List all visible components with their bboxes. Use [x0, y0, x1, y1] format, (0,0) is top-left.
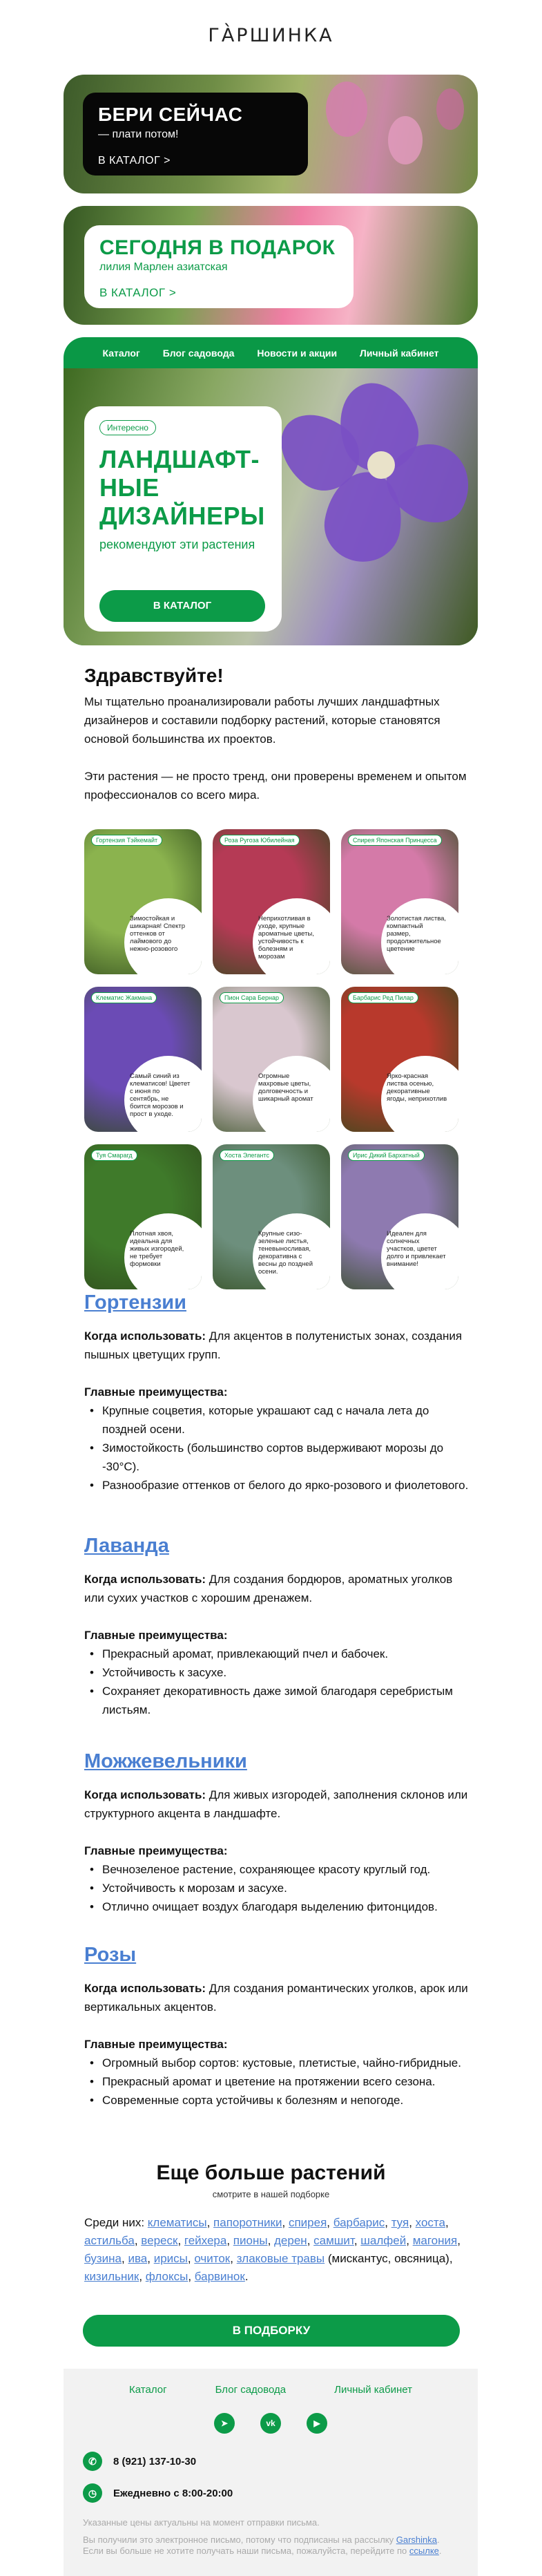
plant-tile-tag: Барбарис Ред Пилар [348, 992, 418, 1003]
plant-link[interactable]: клематисы [147, 2216, 207, 2229]
when-text: Для создания бордюров, ароматных уголков или сухих участков с хорошим дренажем. [84, 1573, 453, 1604]
plant-section [84, 1291, 471, 1495]
phone-icon: ✆ [83, 2452, 102, 2471]
footer-nav-catalog[interactable]: Каталог [129, 2384, 167, 2396]
plant-link[interactable]: хоста [415, 2216, 445, 2229]
plant-tile-tag: Пион Сара Бернар [220, 992, 284, 1003]
catalog-link[interactable]: В КАТАЛОГ > [98, 155, 171, 167]
separator: , [188, 2270, 195, 2283]
unsubscribe-note [83, 2535, 463, 2557]
telegram-icon[interactable]: ➤ [214, 2413, 235, 2434]
separator: , [226, 2234, 233, 2247]
separator: , [206, 2216, 214, 2229]
note-text: . [438, 2546, 442, 2556]
vk-icon[interactable]: vk [260, 2413, 281, 2434]
advantage-item: • Зимостойкость (большинство сортов выдерживают морозы до -30°C). [84, 1439, 471, 1476]
hero-block [64, 337, 478, 645]
plant-link[interactable]: барбарис [333, 2216, 385, 2229]
separator: , [122, 2252, 128, 2265]
separator: , [307, 2234, 314, 2247]
note-text: . Если вы больше не хотите получать наши письма, пожалуйста, перейдите по [83, 2535, 440, 2556]
separator: , [457, 2234, 461, 2247]
advantage-item: • Современные сорта устойчивы к болезням и непогоде. [84, 2091, 471, 2110]
when-to-use [84, 1327, 471, 1364]
plant-tile[interactable] [213, 987, 330, 1132]
advantages-label [84, 1841, 471, 1860]
brand-logo[interactable]: ГА̀РШИНКА [208, 25, 334, 46]
separator: , [406, 2234, 413, 2247]
footer [64, 2369, 478, 2576]
separator: , [177, 2234, 184, 2247]
plant-tile[interactable] [341, 1144, 458, 1289]
plant-link[interactable]: пионы [233, 2234, 268, 2247]
plant-link[interactable]: самшит [313, 2234, 354, 2247]
when-text: Для живых изгородей, заполнения склонов или структурного акцента в ландшафте. [84, 1788, 468, 1820]
banner-title: БЕРИ СЕЙЧАС [98, 104, 243, 125]
separator: , [445, 2216, 449, 2229]
separator: , [354, 2234, 361, 2247]
plant-link[interactable]: спирея [288, 2216, 327, 2229]
flower-decor [326, 82, 367, 137]
advantages-list [84, 1645, 471, 1719]
separator: , [409, 2216, 416, 2229]
more-prefix: Среди них: [84, 2216, 148, 2229]
advantages-label [84, 1383, 471, 1401]
more-middle: (мискантус, овсяница), [325, 2252, 453, 2265]
youtube-icon[interactable]: ▶ [307, 2413, 327, 2434]
more-links-paragraph [84, 2214, 471, 2286]
hero-subtitle: рекомендуют эти растения [99, 538, 255, 551]
greeting: Здравствуйте! [84, 665, 224, 686]
advantages-label [84, 1626, 471, 1645]
when-label: Когда использовать: [84, 1982, 206, 1995]
advantage-item: • Крупные соцветия, которые украшают сад с начала лета до поздней осени. [84, 1401, 471, 1439]
separator: , [282, 2216, 289, 2229]
advantages-heading: Главные преимущества: [84, 1385, 228, 1399]
plant-link[interactable]: магония [412, 2234, 458, 2247]
nav-item-account[interactable]: Личный кабинет [360, 347, 439, 359]
plant-link[interactable]: ива [128, 2252, 148, 2265]
promo-banner-gift[interactable] [64, 206, 478, 325]
promo-banner-pay-later[interactable] [64, 75, 478, 193]
advantage-item: • Устойчивость к засухе. [84, 1663, 471, 1682]
plant-tile-text: Золотистая листва, компактный размер, продолжительное цветение [387, 915, 447, 953]
plant-tile[interactable] [84, 829, 202, 974]
plant-link[interactable]: дерен [274, 2234, 307, 2247]
unsubscribe-link[interactable]: ссылке [409, 2546, 439, 2556]
plant-tile-text: Ярко-красная листва осенью, декоративные ягоды, неприхотлив [387, 1072, 447, 1103]
intro-paragraph: Мы тщательно проанализировали работы лучших ландшафтных дизайнеров и составили подборку растений, которые становятся основой большинства их проектов. [84, 695, 441, 746]
plant-tile[interactable] [341, 987, 458, 1132]
advantage-item: • Устойчивость к морозам и засухе. [84, 1879, 471, 1897]
plant-section [84, 1943, 471, 2110]
footer-nav-account[interactable]: Личный кабинет [334, 2384, 412, 2396]
advantage-item: • Огромный выбор сортов: кустовые, плетистые, чайно-гибридные. [84, 2054, 471, 2072]
working-hours: Ежедневно с 8:00-20:00 [113, 2487, 233, 2499]
advantage-item: • Разнообразие оттенков от белого до ярко-розового и фиолетового. [84, 1476, 471, 1495]
plant-tile-text: Огромные махровые цветы, долговечность и шикарный аромат [258, 1072, 313, 1103]
separator: , [327, 2216, 333, 2229]
advantage-item: • Прекрасный аромат и цветение на протяжении всего сезона. [84, 2072, 471, 2091]
separator: , [385, 2216, 391, 2229]
plant-tile[interactable] [213, 1144, 330, 1289]
separator: , [267, 2234, 275, 2247]
when-label: Когда использовать: [84, 1573, 206, 1586]
plant-tile[interactable] [84, 1144, 202, 1289]
plant-tile-text: Самый синий из клематисов! Цветет с июня по сентябрь, не боится морозов и прост в уходе. [130, 1072, 191, 1118]
footer-hours [83, 2483, 233, 2503]
advantage-item: • Отлично очищает воздух благодаря выделению фитонцидов. [84, 1897, 471, 1916]
advantages-list [84, 2054, 471, 2110]
banner-subtitle: лилия Марлен азиатская [99, 261, 228, 273]
advantages-heading: Главные преимущества: [84, 1844, 228, 1857]
clock-icon: ◷ [83, 2483, 102, 2503]
footer-nav-blog[interactable]: Блог садовода [215, 2384, 287, 2396]
separator: , [134, 2234, 142, 2247]
when-text: Для акцентов в полутенистых зонах, создания пышных цветущих групп. [84, 1329, 463, 1361]
plant-link[interactable]: астильба [84, 2234, 135, 2247]
banner-card [83, 93, 308, 176]
plant-tile-tag: Роза Ругоза Юбилейная [220, 835, 300, 846]
hero-catalog-button[interactable]: В КАТАЛОГ [99, 590, 265, 622]
plant-link[interactable]: злаковые травы [236, 2252, 325, 2265]
price-note: Указанные цены актуальны на момент отправки письма. [83, 2517, 320, 2528]
plant-tile-tag: Хоста Элегантс [220, 1150, 274, 1161]
more-subtitle: смотрите в нашей подборке [212, 2189, 330, 2199]
advantage-item: • Прекрасный аромат, привлекающий пчел и бабочек. [84, 1645, 471, 1663]
plant-tile[interactable] [84, 987, 202, 1132]
garshinka-link[interactable]: Garshinka [396, 2535, 437, 2545]
note-text: Вы получили это электронное письмо, потому что подписаны на рассылку [83, 2535, 396, 2545]
plant-tile-text: Неприхотливая в уходе, крупные ароматные цветы, устойчивость к болезням и морозам [258, 915, 314, 960]
nav-item-catalog[interactable]: Каталог [102, 347, 140, 359]
plant-link[interactable]: шалфей [360, 2234, 407, 2247]
separator: . [244, 2270, 249, 2283]
plant-tile-tag: Ирис Дикий Бархатный [348, 1150, 425, 1161]
more-title: Еще больше растений [156, 2161, 386, 2184]
section-title-link[interactable]: Гортензии [84, 1291, 186, 1314]
when-to-use [84, 1570, 471, 1607]
advantages-heading: Главные преимущества: [84, 2038, 228, 2051]
intro-paragraph: Эти растения — не просто тренд, они проверены временем и опытом профессионалов со всего мира. [84, 770, 467, 802]
when-text: Для создания романтических уголков, арок или вертикальных акцентов. [84, 1982, 468, 2014]
banner-title: СЕГОДНЯ В ПОДАРОК [99, 236, 336, 259]
plant-tile-text: Крупные сизо-зеленые листья, теневыносливая, декоративна с весны до поздней осени. [258, 1230, 313, 1276]
separator: , [230, 2252, 237, 2265]
when-label: Когда использовать: [84, 1329, 206, 1343]
plant-link[interactable]: кизильник [84, 2270, 139, 2283]
top-nav [64, 337, 478, 368]
banner-card [84, 225, 354, 308]
plant-tile[interactable] [341, 829, 458, 974]
hero-title: ЛАНДШАФТ-НЫЕ ДИЗАЙНЕРЫ [99, 445, 265, 530]
plant-tile-tag: Спирея Японская Принцесса [348, 835, 442, 846]
plant-link[interactable]: папоротники [213, 2216, 282, 2229]
section-title-link[interactable]: Лаванда [84, 1535, 169, 1557]
advantages-list [84, 1860, 471, 1916]
hero-tag: Интересно [99, 420, 156, 435]
separator: , [187, 2252, 195, 2265]
plant-tile-tag: Гортензия Тэйкемайт [91, 835, 162, 846]
plant-link[interactable]: бузина [84, 2252, 122, 2265]
when-to-use [84, 1786, 471, 1823]
nav-item-news[interactable]: Новости и акции [257, 347, 338, 359]
banner-subtitle: — плати потом! [98, 129, 179, 140]
flower-decor [388, 116, 423, 164]
footer-phone[interactable] [83, 2452, 196, 2471]
footer-nav [64, 2384, 478, 2396]
plant-link[interactable]: вереск [141, 2234, 178, 2247]
section-title-link[interactable]: Можжевельники [84, 1750, 247, 1772]
catalog-link[interactable]: В КАТАЛОГ > [99, 286, 177, 299]
advantages-list [84, 1401, 471, 1495]
hero-card [84, 406, 282, 632]
separator: , [139, 2270, 146, 2283]
advantage-item: • Сохраняет декоративность даже зимой благодаря серебристым листьям. [84, 1682, 471, 1719]
plant-link[interactable]: туя [391, 2216, 409, 2229]
plant-tile[interactable] [213, 829, 330, 974]
plant-link[interactable]: флоксы [145, 2270, 188, 2283]
advantages-heading: Главные преимущества: [84, 1629, 228, 1642]
plant-tile-tag: Туя Смарагд [91, 1150, 137, 1161]
plant-tile-tag: Клематис Жакмана [91, 992, 157, 1003]
plant-section [84, 1534, 471, 1719]
collection-button[interactable]: В ПОДБОРКУ [83, 2315, 460, 2347]
flower-center [367, 451, 395, 479]
plant-tile-text: Зимостойкая и шикарная! Спектр оттенков от лаймового до нежно-розового [130, 915, 185, 953]
advantage-item: • Вечнозеленое растение, сохраняющее красоту круглый год. [84, 1860, 471, 1879]
when-to-use [84, 1979, 471, 2016]
flower-decor [436, 88, 464, 130]
plant-link[interactable]: очиток [194, 2252, 231, 2265]
nav-item-blog[interactable]: Блог садовода [162, 347, 235, 359]
advantages-label [84, 2035, 471, 2054]
plant-section [84, 1750, 471, 1916]
plant-link[interactable]: гейхера [184, 2234, 227, 2247]
section-title-link[interactable]: Розы [84, 1944, 137, 1966]
plant-tile-text: Плотная хвоя, идеальна для живых изгородей, не требует формовки [130, 1230, 184, 1268]
when-label: Когда использовать: [84, 1788, 206, 1801]
separator: , [147, 2252, 154, 2265]
phone-number[interactable]: 8 (921) 137-10-30 [113, 2455, 197, 2468]
plant-link[interactable]: барвинок [194, 2270, 245, 2283]
plant-link[interactable]: ирисы [153, 2252, 188, 2265]
plant-tile-text: Идеален для солнечных участков, цветет долго и привлекает внимание! [387, 1230, 446, 1268]
